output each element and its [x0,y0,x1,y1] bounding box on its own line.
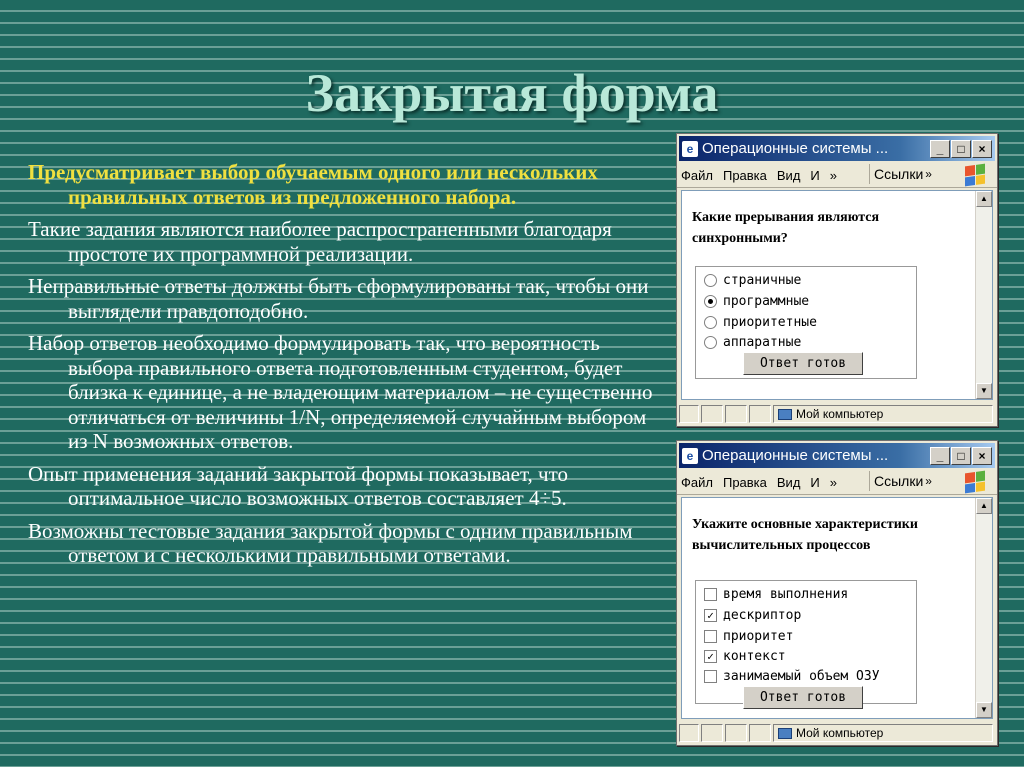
menu-favorites[interactable]: И [810,474,820,490]
slide-body [28,160,668,576]
bullet-variants: Возможны тестовые задания закрытой формы с одним правильным ответом и с несколькими правильными ответами. [28,518,633,567]
windows-logo-icon [965,164,985,187]
answer-option[interactable] [704,294,809,309]
chevron-right-icon: » [925,167,932,181]
menu-edit[interactable]: Правка [722,474,767,490]
option-label: время выполнения [723,587,849,602]
radio-button-selected[interactable] [704,295,717,308]
option-label: страничные [723,273,802,288]
status-bar [679,404,995,424]
links-label: Ссылки [874,473,924,489]
window-titlebar[interactable] [679,443,995,468]
status-zone-label: Мой компьютер [796,726,884,740]
menu-favorites[interactable]: И [810,167,820,183]
menu-overflow-chevron-icon[interactable]: » [829,474,837,490]
answer-option[interactable] [704,649,786,664]
bullet-optimal-count: Опыт применения заданий закрытой формы показывает, что оптимальное число возможных ответов составляет 4÷5. [28,461,569,510]
option-label: контекст [723,649,786,664]
my-computer-icon [778,728,792,739]
checkbox-checked[interactable]: ✓ [704,650,717,663]
checkbox-checked[interactable]: ✓ [704,609,717,622]
window-title: Операционные системы ... [702,140,889,157]
status-bar [679,723,995,743]
minimize-button[interactable]: _ [930,140,950,158]
vertical-scrollbar[interactable] [975,191,992,399]
window-titlebar[interactable] [679,136,995,161]
window-title: Операционные системы ... [702,447,889,464]
bullet-probability: Набор ответов необходимо формулировать так, что вероятность выбора правильного ответа подготовленным студентом, будет близка к единице, а не владеющим материалом – не существенно отличаться от величины 1/N, определяемой случайным выбором из N возможных ответов. [28,331,653,453]
close-button[interactable]: × [972,447,992,465]
answer-option[interactable] [704,335,801,350]
menu-file[interactable]: Файл [681,474,713,490]
status-zone [773,724,993,742]
scroll-up-icon[interactable]: ▲ [976,191,992,207]
option-label: программные [723,294,810,309]
menu-overflow-chevron-icon[interactable]: » [829,167,837,183]
status-zone [773,405,993,423]
maximize-button[interactable]: □ [951,447,971,465]
menu-view[interactable]: Вид [776,474,801,490]
scroll-up-icon[interactable]: ▲ [976,498,992,514]
menu-bar [677,163,997,188]
answer-option[interactable] [704,315,817,330]
answer-option[interactable] [704,669,880,684]
vertical-scrollbar[interactable] [975,498,992,718]
bullet-popularity: Такие задания являются наиболее распространенными благодаря простоте их программной реализации. [28,217,612,266]
option-label: приоритет [723,629,794,644]
menu-bar [677,470,997,495]
maximize-button[interactable]: □ [951,140,971,158]
question-text: Укажите основные характеристики вычислительных процессов [692,517,918,553]
submit-answer-button[interactable]: Ответ готов [743,686,863,709]
slide-title: Закрытая форма [305,63,719,123]
page-content [681,497,993,719]
status-zone-label: Мой компьютер [796,407,884,421]
close-button[interactable]: × [972,140,992,158]
answer-option[interactable] [704,608,801,623]
answer-group [695,266,917,379]
menu-view[interactable]: Вид [776,167,801,183]
option-label: приоритетные [723,315,817,330]
chevron-right-icon: » [925,474,932,488]
minimize-button[interactable]: _ [930,447,950,465]
page-content [681,190,993,400]
scroll-down-icon[interactable]: ▼ [976,702,992,718]
menu-edit[interactable]: Правка [722,167,767,183]
bullet-definition: Предусматривает выбор обучаемым одного или нескольких правильных ответов из предложенного набора. [28,160,598,209]
option-label: аппаратные [723,335,802,350]
question-text: Какие прерывания являются синхронными? [692,210,880,246]
checkbox[interactable] [704,588,717,601]
checkbox[interactable] [704,630,717,643]
option-label: дескриптор [723,608,802,623]
ie-page-icon: e [682,141,698,157]
my-computer-icon [778,409,792,420]
submit-answer-button[interactable]: Ответ готов [743,352,863,375]
menu-file[interactable]: Файл [681,167,713,183]
answer-option[interactable] [704,587,848,602]
radio-button[interactable] [704,336,717,349]
links-toolbar[interactable] [869,164,932,184]
option-label: занимаемый объем ОЗУ [723,669,880,684]
radio-button[interactable] [704,274,717,287]
browser-window-radio-question [676,133,998,427]
links-toolbar[interactable] [869,471,932,491]
ie-page-icon: e [682,448,698,464]
checkbox[interactable] [704,670,717,683]
radio-button[interactable] [704,316,717,329]
answer-option[interactable] [704,273,801,288]
links-label: Ссылки [874,166,924,182]
answer-group [695,580,917,704]
bullet-plausibility: Неправильные ответы должны быть сформулированы так, чтобы они выглядели правдоподобно. [28,274,649,323]
browser-window-checkbox-question [676,440,998,746]
answer-option[interactable] [704,629,793,644]
windows-logo-icon [965,471,985,494]
scroll-down-icon[interactable]: ▼ [976,383,992,399]
